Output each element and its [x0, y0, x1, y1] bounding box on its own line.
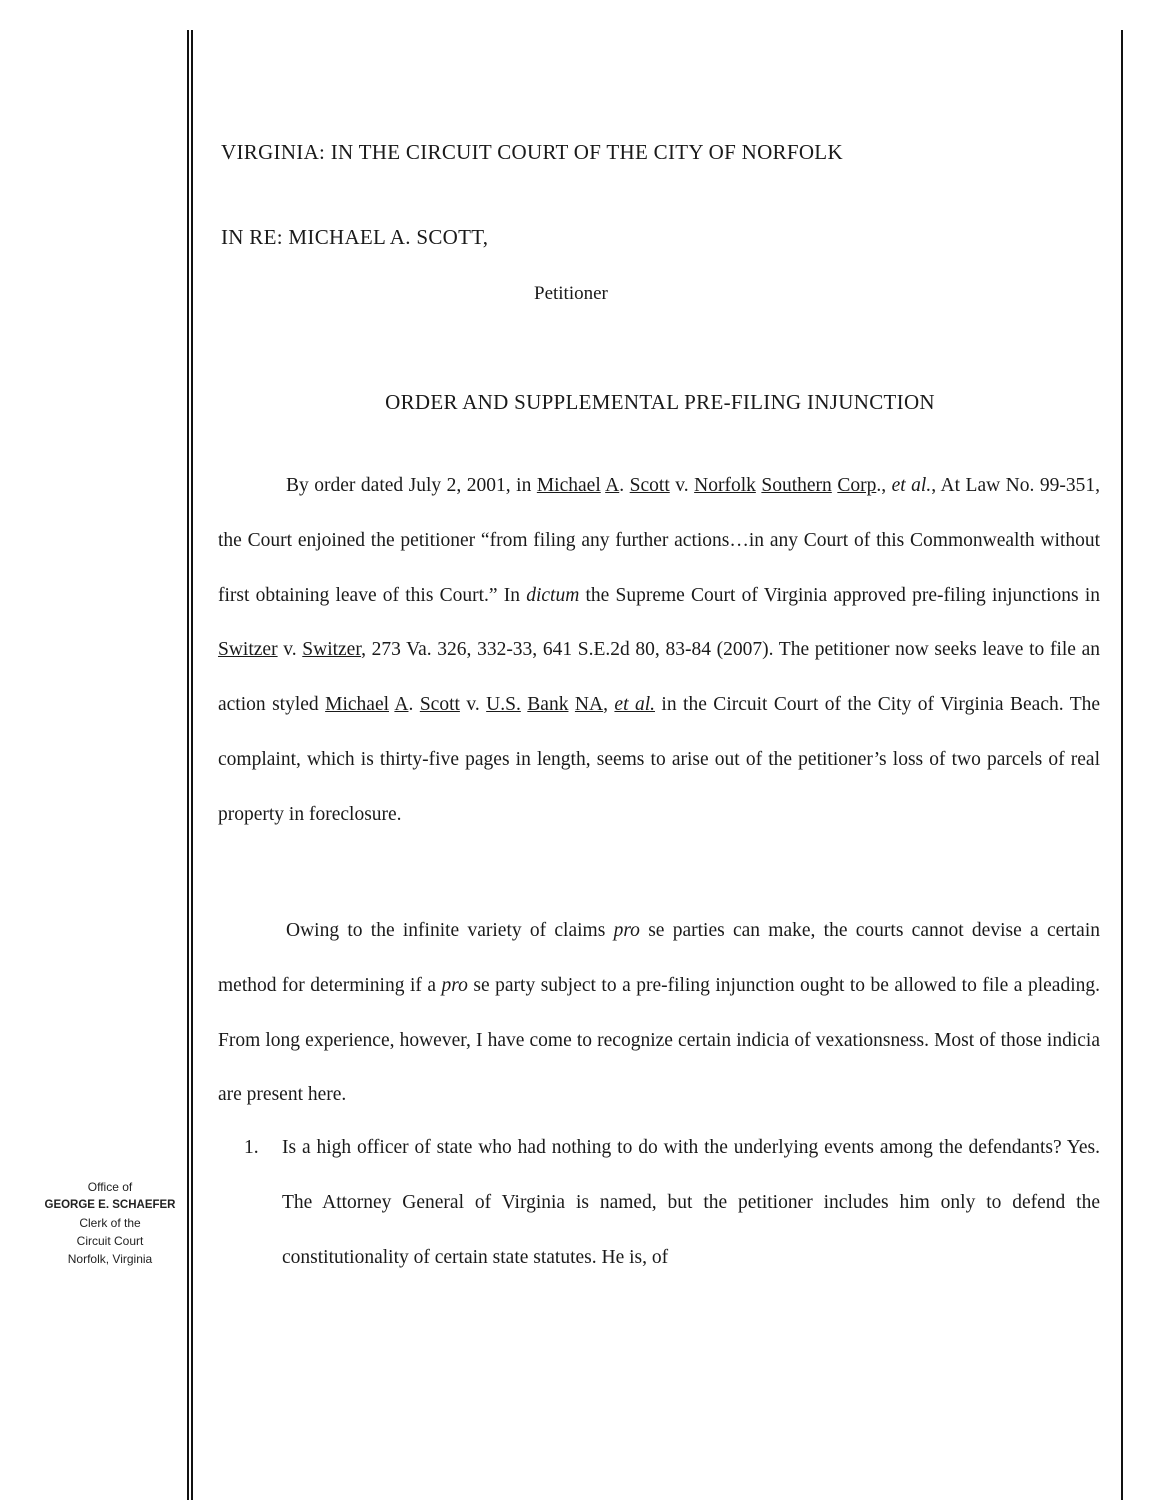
text-run: v.: [459, 694, 487, 716]
text-run: By order dated July 2, 2001, in: [286, 475, 537, 496]
numbered-item-1: [244, 1120, 1100, 1285]
sidebar-line: Norfolk, Virginia: [67, 1252, 153, 1266]
paragraph-1: By order dated July 2, 2001, in Michael A. Scott v. Norfolk Southern Corp., et al., At Law No. 99-351, the Court enjoined the petitioner “from filing any further actions…in any Court of this Commonwealth without first obtaining leave of this Court.” In dictum the Supreme Court of Virginia approved pre-filing injunctions in Switzer v. Switzer, 273 Va. 326, 332-33, 641 S.E.2d 80, 83-84 (2007). The petitioner now seeks leave to file an action styled Michael A. Scott v. U.S. Bank NA, et al. in the Circuit Court of the City of Virginia Beach. The complaint, which is thirty-five pages in length, seems to arise out of the petitioner’s loss of two parcels of real property in foreclosure.: [218, 475, 1101, 825]
text-run: se parties can make, the courts cannot devise a certain method for determining if a: [218, 920, 1100, 996]
item-text: Is a high officer of state who had nothing to do with the underlying events among the defendants? Yes. The Attorney General of Virginia is named, but the petitioner includes him only to defend the constitutionality of certain state statutes. He is, of: [282, 1137, 1100, 1268]
text-run: Owing to the infinite variety of claims: [286, 920, 614, 941]
case-name-part: Scott: [629, 475, 670, 496]
text-run: , 273 Va. 326, 332-33, 641 S.E.2d 80, 83-84 (2007). The petitioner now seeks leave to file an action styled: [218, 639, 1100, 716]
right-margin-rule: [1121, 30, 1123, 1500]
text-run: the Supreme Court of Virginia approved pre-filing injunctions in: [579, 584, 1100, 606]
case-name-part: Switzer: [302, 639, 362, 661]
text-run: v.: [669, 475, 695, 496]
in-re-line: IN RE: MICHAEL A. SCOTT,: [221, 225, 489, 249]
case-name-part: Scott: [419, 694, 460, 716]
case-name-part: Southern: [761, 475, 832, 496]
text-run: , At Law No. 99-351, the Court enjoined the petitioner “from filing any further actions…in any Court of this Commonwealth without first obtaining leave of this Court.” In: [218, 475, 1101, 606]
clerk-name: GEORGE E. SCHAEFER: [44, 1199, 176, 1211]
case-name-part: A: [605, 475, 620, 496]
sidebar-line: Office of: [87, 1180, 133, 1194]
document-title: ORDER AND SUPPLEMENTAL PRE-FILING INJUNCTION: [385, 390, 935, 414]
item-number: 1.: [244, 1137, 259, 1158]
party-role: Petitioner: [534, 283, 608, 304]
left-margin-rule-inner: [191, 30, 193, 1500]
pro-italic: pro: [441, 974, 468, 996]
court-caption: VIRGINIA: IN THE CIRCUIT COURT OF THE CITY OF NORFOLK: [221, 140, 843, 164]
case-name-part: Norfolk: [694, 475, 756, 496]
text-run: se party subject to a pre-filing injunction ought to be allowed to file a pleading. From long experience, however, I have come to recognize certain indicia of vexationsness. Most of those indicia are present here.: [218, 974, 1100, 1106]
text-run: v.: [277, 639, 303, 661]
case-name-part: U.S.: [486, 694, 521, 716]
case-name-part: NA: [574, 694, 604, 716]
clerk-office-sidebar: [40, 1178, 180, 1268]
case-name-part: Michael: [536, 475, 601, 496]
text-run: .,: [876, 475, 892, 496]
case-name-part: Michael: [325, 694, 390, 716]
case-name-part: Bank: [527, 694, 569, 716]
case-name-part: Switzer: [218, 639, 278, 661]
case-name-part: Corp: [837, 475, 877, 496]
paragraph-2: [218, 904, 1100, 1123]
et-al-italic: et al.: [614, 694, 655, 716]
et-al-italic: et al.: [891, 475, 932, 496]
sidebar-line: Circuit Court: [76, 1234, 144, 1248]
text-run: in the Circuit Court of the City of Virginia Beach. The complaint, which is thirty-five pages in length, seems to arise out of the petitioner’s loss of two parcels of real property in foreclosure.: [218, 694, 1101, 825]
case-name-part: A: [394, 694, 409, 716]
dictum-italic: dictum: [526, 584, 580, 606]
pro-italic: pro: [613, 920, 640, 941]
sidebar-line: Clerk of the: [79, 1216, 141, 1230]
left-margin-rule-outer: [187, 30, 189, 1500]
